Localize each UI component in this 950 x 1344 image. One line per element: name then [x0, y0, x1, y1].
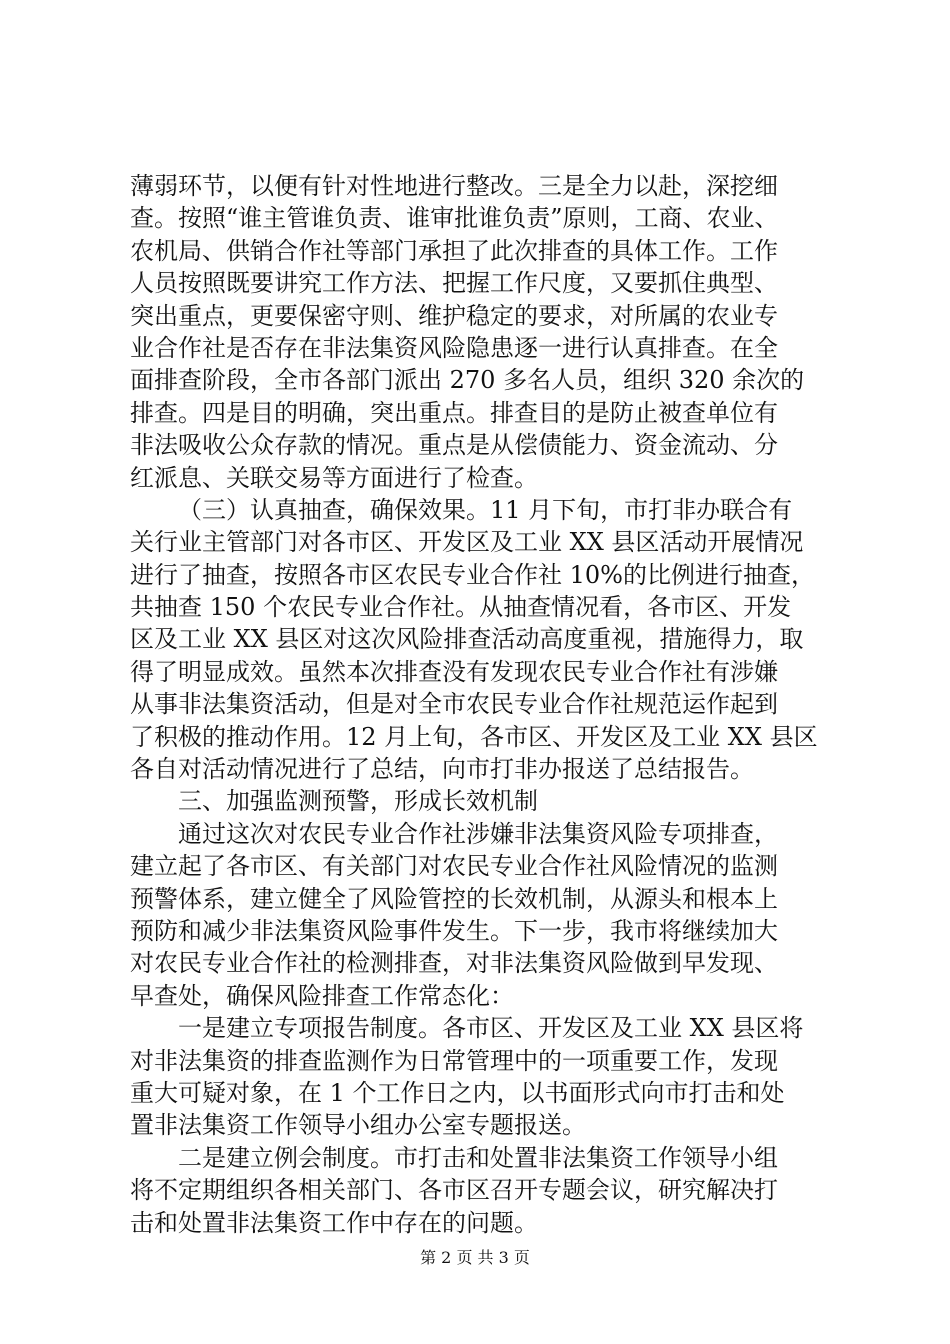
text-line: 人员按照既要讲究工作方法、把握工作尺度，又要抓住典型、 [130, 269, 778, 298]
text-line: 从事非法集资活动，但是对全市农民专业合作社规范运作起到 [130, 690, 778, 719]
text-line: （三）认真抽查，确保效果。11 月下旬，市打非办联合有 [178, 495, 793, 524]
text-line: 非法吸收公众存款的情况。重点是从偿债能力、资金流动、分 [130, 431, 778, 460]
text-line: 得了明显成效。虽然本次排查没有发现农民专业合作社有涉嫌 [130, 657, 778, 686]
text-line: 薄弱环节，以便有针对性地进行整改。三是全力以赴，深挖细 [130, 172, 778, 200]
text-line: 业合作社是否存在非法集资风险隐患逐一进行认真排查。在全 [130, 333, 778, 362]
text-line: 进行了抽查，按照各市区农民专业合作社 10%的比例进行抽查， [130, 560, 815, 589]
text-line: 通过这次对农民专业合作社涉嫌非法集资风险专项排查， [178, 819, 778, 848]
page-footer: 第 2 页 共 3 页 [420, 1248, 530, 1267]
text-line: 置非法集资工作领导小组办公室专题报送。 [130, 1111, 586, 1140]
text-line: 一是建立专项报告制度。各市区、开发区及工业 XX 县区将 [178, 1014, 804, 1043]
text-line: 关行业主管部门对各市区、开发区及工业 XX 县区活动开展情况 [130, 528, 804, 557]
text-line: 突出重点，更要保密守则、维护稳定的要求，对所属的农业专 [130, 301, 778, 330]
text-line: 重大可疑对象，在 1 个工作日之内，以书面形式向市打击和处 [130, 1078, 785, 1107]
text-line: 了积极的推动作用。12 月上旬，各市区、开发区及工业 XX 县区 [130, 722, 818, 751]
text-line: 三、加强监测预警，形成长效机制 [178, 787, 538, 816]
text-line: 区及工业 XX 县区对这次风险排查活动高度重视，措施得力，取 [130, 625, 804, 654]
text-line: 击和处置非法集资工作中存在的问题。 [130, 1208, 538, 1237]
text-line: 将不定期组织各相关部门、各市区召开专题会议，研究解决打 [130, 1176, 778, 1205]
text-line: 排查。四是目的明确，突出重点。排查目的是防止被查单位有 [130, 398, 778, 427]
text-line: 对非法集资的排查监测作为日常管理中的一项重要工作，发现 [130, 1046, 778, 1075]
document-body [130, 170, 830, 1239]
text-line: 建立起了各市区、有关部门对农民专业合作社风险情况的监测 [130, 852, 778, 881]
text-line: 对农民专业合作社的检测排查，对非法集资风险做到早发现、 [130, 949, 778, 978]
text-line: 共抽查 150 个农民专业合作社。从抽查情况看，各市区、开发 [130, 593, 792, 622]
text-line: 农机局、供销合作社等部门承担了此次排查的具体工作。工作 [130, 236, 778, 265]
text-line: 面排查阶段，全市各部门派出 270 多名人员，组织 320 余次的 [130, 366, 805, 395]
text-line: 红派息、关联交易等方面进行了检查。 [130, 463, 538, 492]
text-line: 各自对活动情况进行了总结，向市打非办报送了总结报告。 [130, 755, 754, 784]
text-line: 早查处，确保风险排查工作常态化： [130, 981, 514, 1010]
text-line: 二是建立例会制度。市打击和处置非法集资工作领导小组 [178, 1143, 778, 1172]
text-line: 查。按照“谁主管谁负责、谁审批谁负责”原则，工商、农业、 [130, 204, 779, 233]
text-line: 预警体系，建立健全了风险管控的长效机制，从源头和根本上 [130, 884, 778, 913]
text-line: 预防和减少非法集资风险事件发生。下一步，我市将继续加大 [130, 916, 778, 945]
